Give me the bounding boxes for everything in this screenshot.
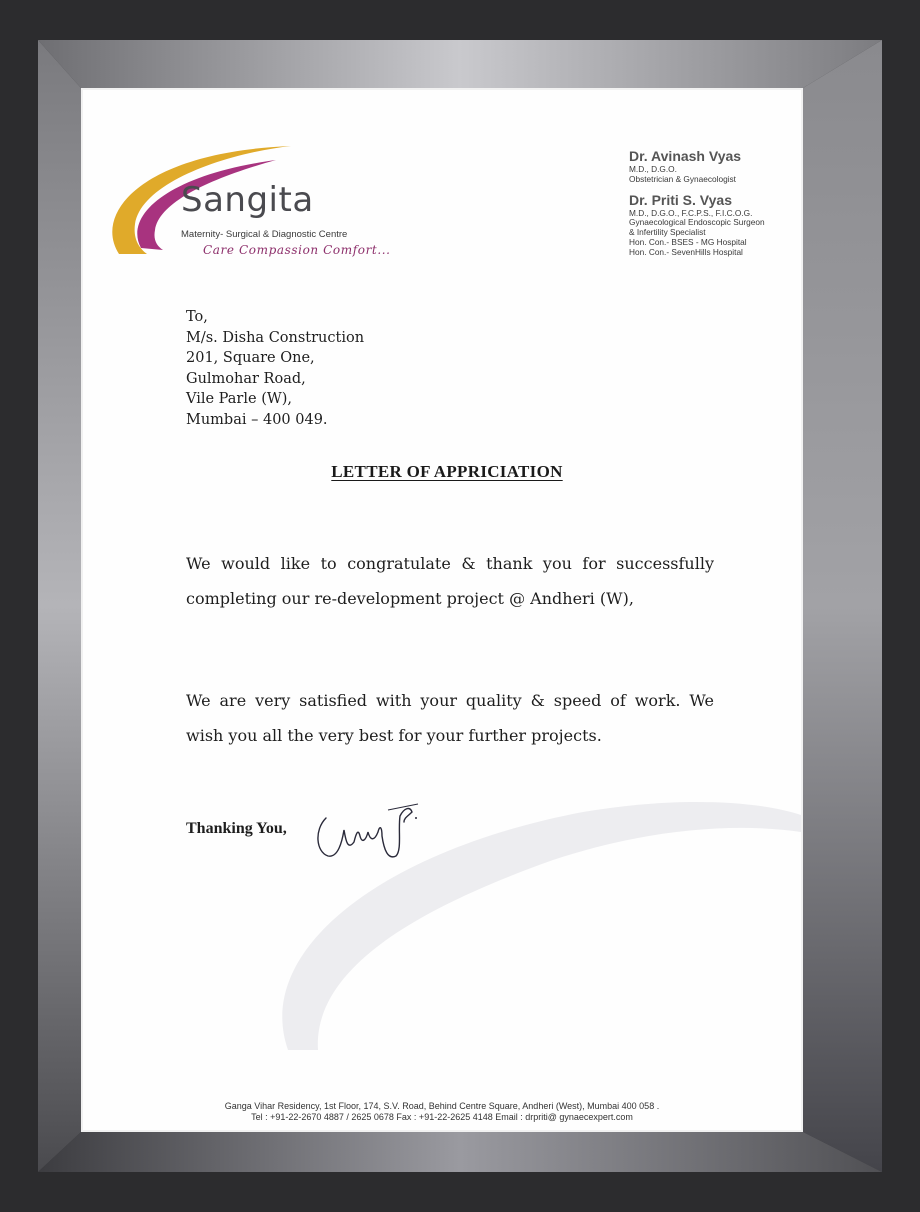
footer-contact: Tel : +91-22-2670 4887 / 2625 0678 Fax : +91-22-2625 4148 Email : drpriti@ gynaecexpert.com: [251, 1112, 633, 1122]
logo-tagline: Care Compassion Comfort...: [203, 243, 391, 257]
address-line: Mumbai – 400 049.: [186, 411, 328, 428]
doctor-qualification: M.D., D.G.O.: [629, 164, 677, 174]
doctor-affiliation: Hon. Con.- BSES - MG Hospital: [629, 236, 747, 247]
handwritten-signature: [308, 790, 428, 870]
letter-subject: [83, 462, 801, 482]
salutation: To,: [186, 309, 208, 325]
letter-page: [83, 90, 801, 1130]
footer-address: Ganga Vihar Residency, 1st Floor, 174, S.V. Road, Behind Centre Square, Andheri (West), Mumbai 400 058 .: [224, 1101, 660, 1111]
sangita-logo: [101, 144, 391, 274]
doctor-name: Dr. Avinash Vyas: [629, 148, 742, 164]
address-line: Gulmohar Road,: [186, 370, 306, 387]
doctor-qualification: M.D., D.G.O., F.C.P.S., F.I.C.O.G.: [629, 207, 753, 218]
body-paragraph: We are very satisfied with your quality & speed of work. We wish you all the very best for your further projects.: [186, 691, 714, 745]
address-line: M/s. Disha Construction: [186, 329, 365, 346]
logo-subtitle: Maternity- Surgical & Diagnostic Centre: [181, 229, 348, 240]
doctor-specialty: Obstetrician & Gynaecologist: [629, 173, 736, 184]
address-line: 201, Square One,: [186, 350, 315, 367]
doctors-block: [629, 148, 799, 258]
recipient-address: [186, 307, 364, 431]
subject-text: LETTER OF APPRICIATION: [331, 462, 563, 481]
logo-name: Sangita: [181, 180, 314, 220]
doctor-specialty: & Infertility Specialist: [629, 227, 706, 238]
address-line: Vile Parle (W),: [186, 391, 293, 408]
letterhead-footer: [83, 1101, 801, 1123]
doctor-name: Dr. Priti S. Vyas: [629, 191, 732, 208]
doctor-specialty: Gynaecological Endoscopic Surgeon: [629, 217, 765, 228]
closing-text: Thanking You,: [186, 820, 287, 837]
body-paragraph: We would like to congratulate & thank you for successfully completing our re-development project @ Andheri (W),: [186, 554, 714, 608]
doctor-affiliation: Hon. Con.- SevenHills Hospital: [629, 246, 743, 257]
